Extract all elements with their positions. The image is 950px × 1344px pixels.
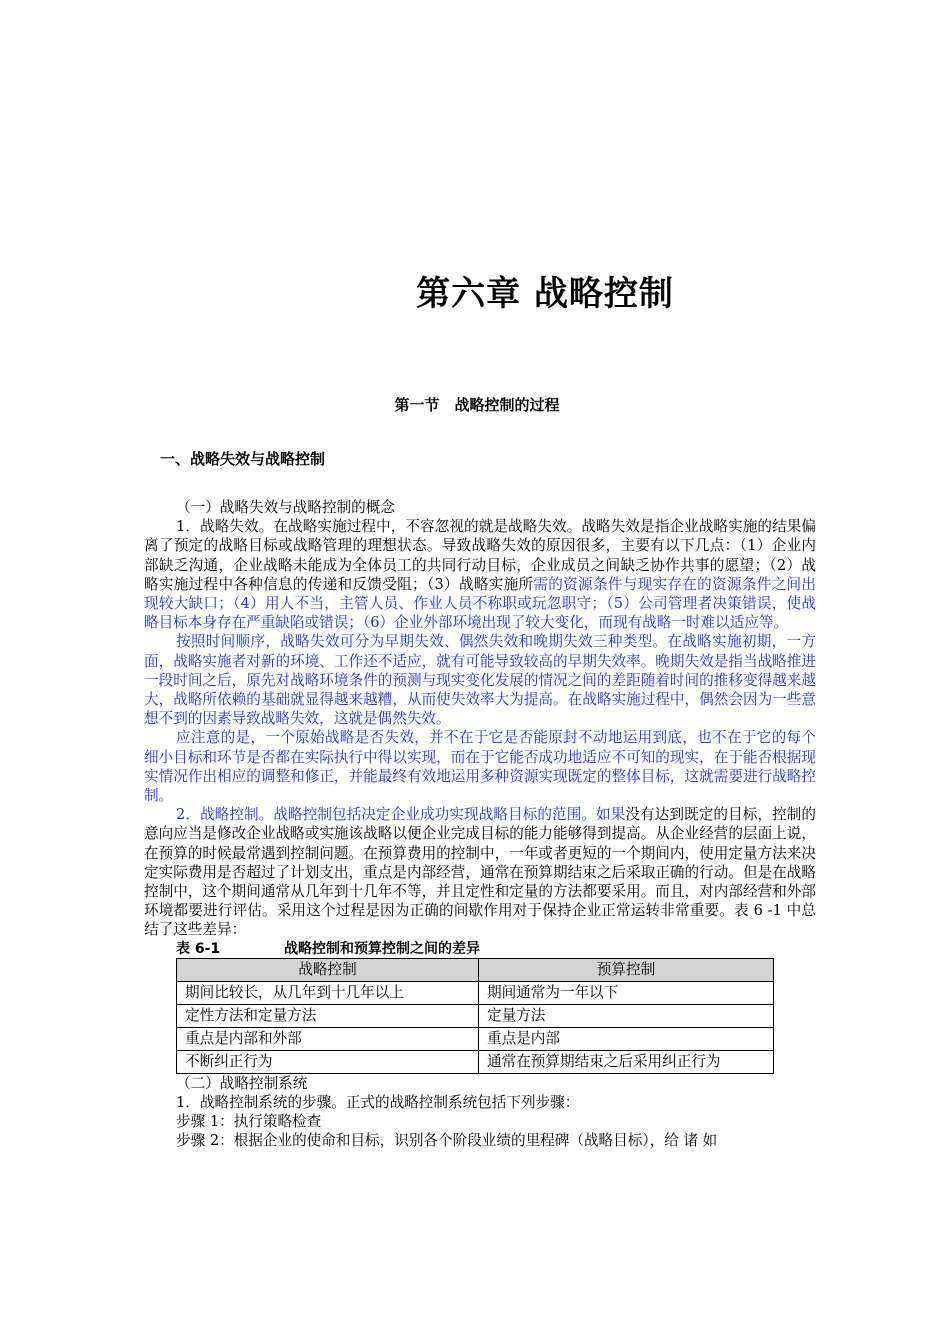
paragraph-4-text: 没有达到既定的目标，控制的意向应当是修改企业战略或实施该战略以便企业完成目标的能力能够得到提高。从企业经营的层面上说，在预算的时候最常遇到控制问题。在预算费用的控制中，一年或者更短的一个期间内，使用定量方法来决定实际费用是否超过了计划支出，重点是内部经营，通常在预算期结束之后采取正确的行动。但是在战略控制中，这个期间通常从几年到十几年不等，并且定性和定量的方法都要采用。而且，对内部经营和外部环境都要进行评估。采用这个过程是因为正确的间歇作用对于保持企业正常运转非常重要。表 6 -1 中总结了这些差异： bbox=[144, 806, 816, 939]
heading-1: 一、战略失效与战略控制 bbox=[160, 450, 326, 468]
table-cell: 期间通常为一年以下 bbox=[479, 981, 774, 1004]
comparison-table bbox=[176, 958, 774, 1074]
table-row bbox=[177, 1050, 774, 1073]
chapter-title: 第六章 战略控制 bbox=[416, 274, 674, 314]
table-cell: 通常在预算期结束之后采用纠正行为 bbox=[479, 1050, 774, 1073]
table-cell: 定量方法 bbox=[479, 1004, 774, 1027]
table-cell: 不断纠正行为 bbox=[177, 1050, 479, 1073]
paragraph-1-text: 1．战略失效。在战略实施过程中，不容忽视的就是战略失效。战略失效是指企业战略实施的结果偏离了预定的战略目标或战略管理的理想状态。导致战略失效的原因很多，主要有以下几点：（1）企业内部缺乏沟通，企业战略未能成为全体员工的共同行动目标，企业成员之间缺乏协作共事的愿望；（2）战略实施过程中各种信息的传递和反馈受阻；（3）战略实施所 bbox=[144, 518, 816, 593]
section-title: 第一节 战略控制的过程 bbox=[394, 396, 560, 414]
table-number: 表 6-1 bbox=[176, 940, 221, 957]
body-text bbox=[144, 498, 816, 1150]
table-row bbox=[177, 981, 774, 1004]
table-row bbox=[177, 1004, 774, 1027]
sub-heading-1: （一）战略失效与战略控制的概念 bbox=[176, 499, 395, 516]
paragraph-3: 应注意的是，一个原始战略是否失效，并不在于它是否能原封不动地运用到底，也不在于它的每个细小目标和环节是否都在实际执行中得以实现，而在于它能否成功地适应不可知的现实，在于能否根据现实情况作出相应的调整和修正，并能最终有效地运用多种资源实现既定的整体目标，这就需要进行战略控制。 bbox=[144, 729, 816, 805]
paragraph-2: 按照时间顺序，战略失效可分为早期失效、偶然失效和晚期失效三种类型。在战略实施初期，一方面，战略实施者对新的环境、工作还不适应，就有可能导致较高的早期失效率。晚期失效是指当战略推进一段时间之后，原先对战略环境条件的预测与现实变化发展的情况之间的差距随着时间的推移变得越来越大，战略所依赖的基础就显得越来越糟，从而使失效率大为提高。在战略实施过程中，偶然会因为一些意想不到的因素导致战略失效，这就是偶然失效。 bbox=[144, 633, 816, 728]
table-cell: 重点是内部和外部 bbox=[177, 1027, 479, 1050]
table-header-row bbox=[177, 958, 774, 981]
paragraph-4-highlight: 2．战略控制。战略控制包括决定企业成功实现战略目标的范围。如果 bbox=[176, 806, 626, 824]
table-cell: 期间比较长，从几年到十几年以上 bbox=[177, 981, 479, 1004]
paragraph-1-highlight: 需的资源条件与现实存在的资源条件之间出现较大缺口；（4）用人不当，主管人员、作业人员不称职或玩忽职守；（5）公司管理者决策错误，使战略目标本身存在严重缺陷或错误；（6）企业外部环境出现了较大变化，而现有战略一时难以适应等。 bbox=[144, 575, 816, 632]
table-header-cell: 战略控制 bbox=[177, 958, 479, 981]
table-row bbox=[177, 1027, 774, 1050]
paragraph-4 bbox=[144, 805, 816, 939]
table-caption bbox=[144, 940, 816, 958]
table-cell: 定性方法和定量方法 bbox=[177, 1004, 479, 1027]
sub-heading-2: （二）战略控制系统 bbox=[176, 1074, 308, 1092]
paragraph-5: 1．战略控制系统的步骤。正式的战略控制系统包括下列步骤： bbox=[176, 1093, 580, 1111]
step-1: 步骤 1：执行策略检查 bbox=[176, 1113, 322, 1131]
table-header-cell: 预算控制 bbox=[479, 958, 774, 981]
step-2: 步骤 2：根据企业的使命和目标，识别各个阶段业绩的里程碑（战略目标），给 诸 如 bbox=[176, 1132, 718, 1150]
paragraph-1 bbox=[144, 517, 816, 632]
table-title: 战略控制和预算控制之间的差异 bbox=[284, 940, 480, 957]
table-cell: 重点是内部 bbox=[479, 1027, 774, 1050]
